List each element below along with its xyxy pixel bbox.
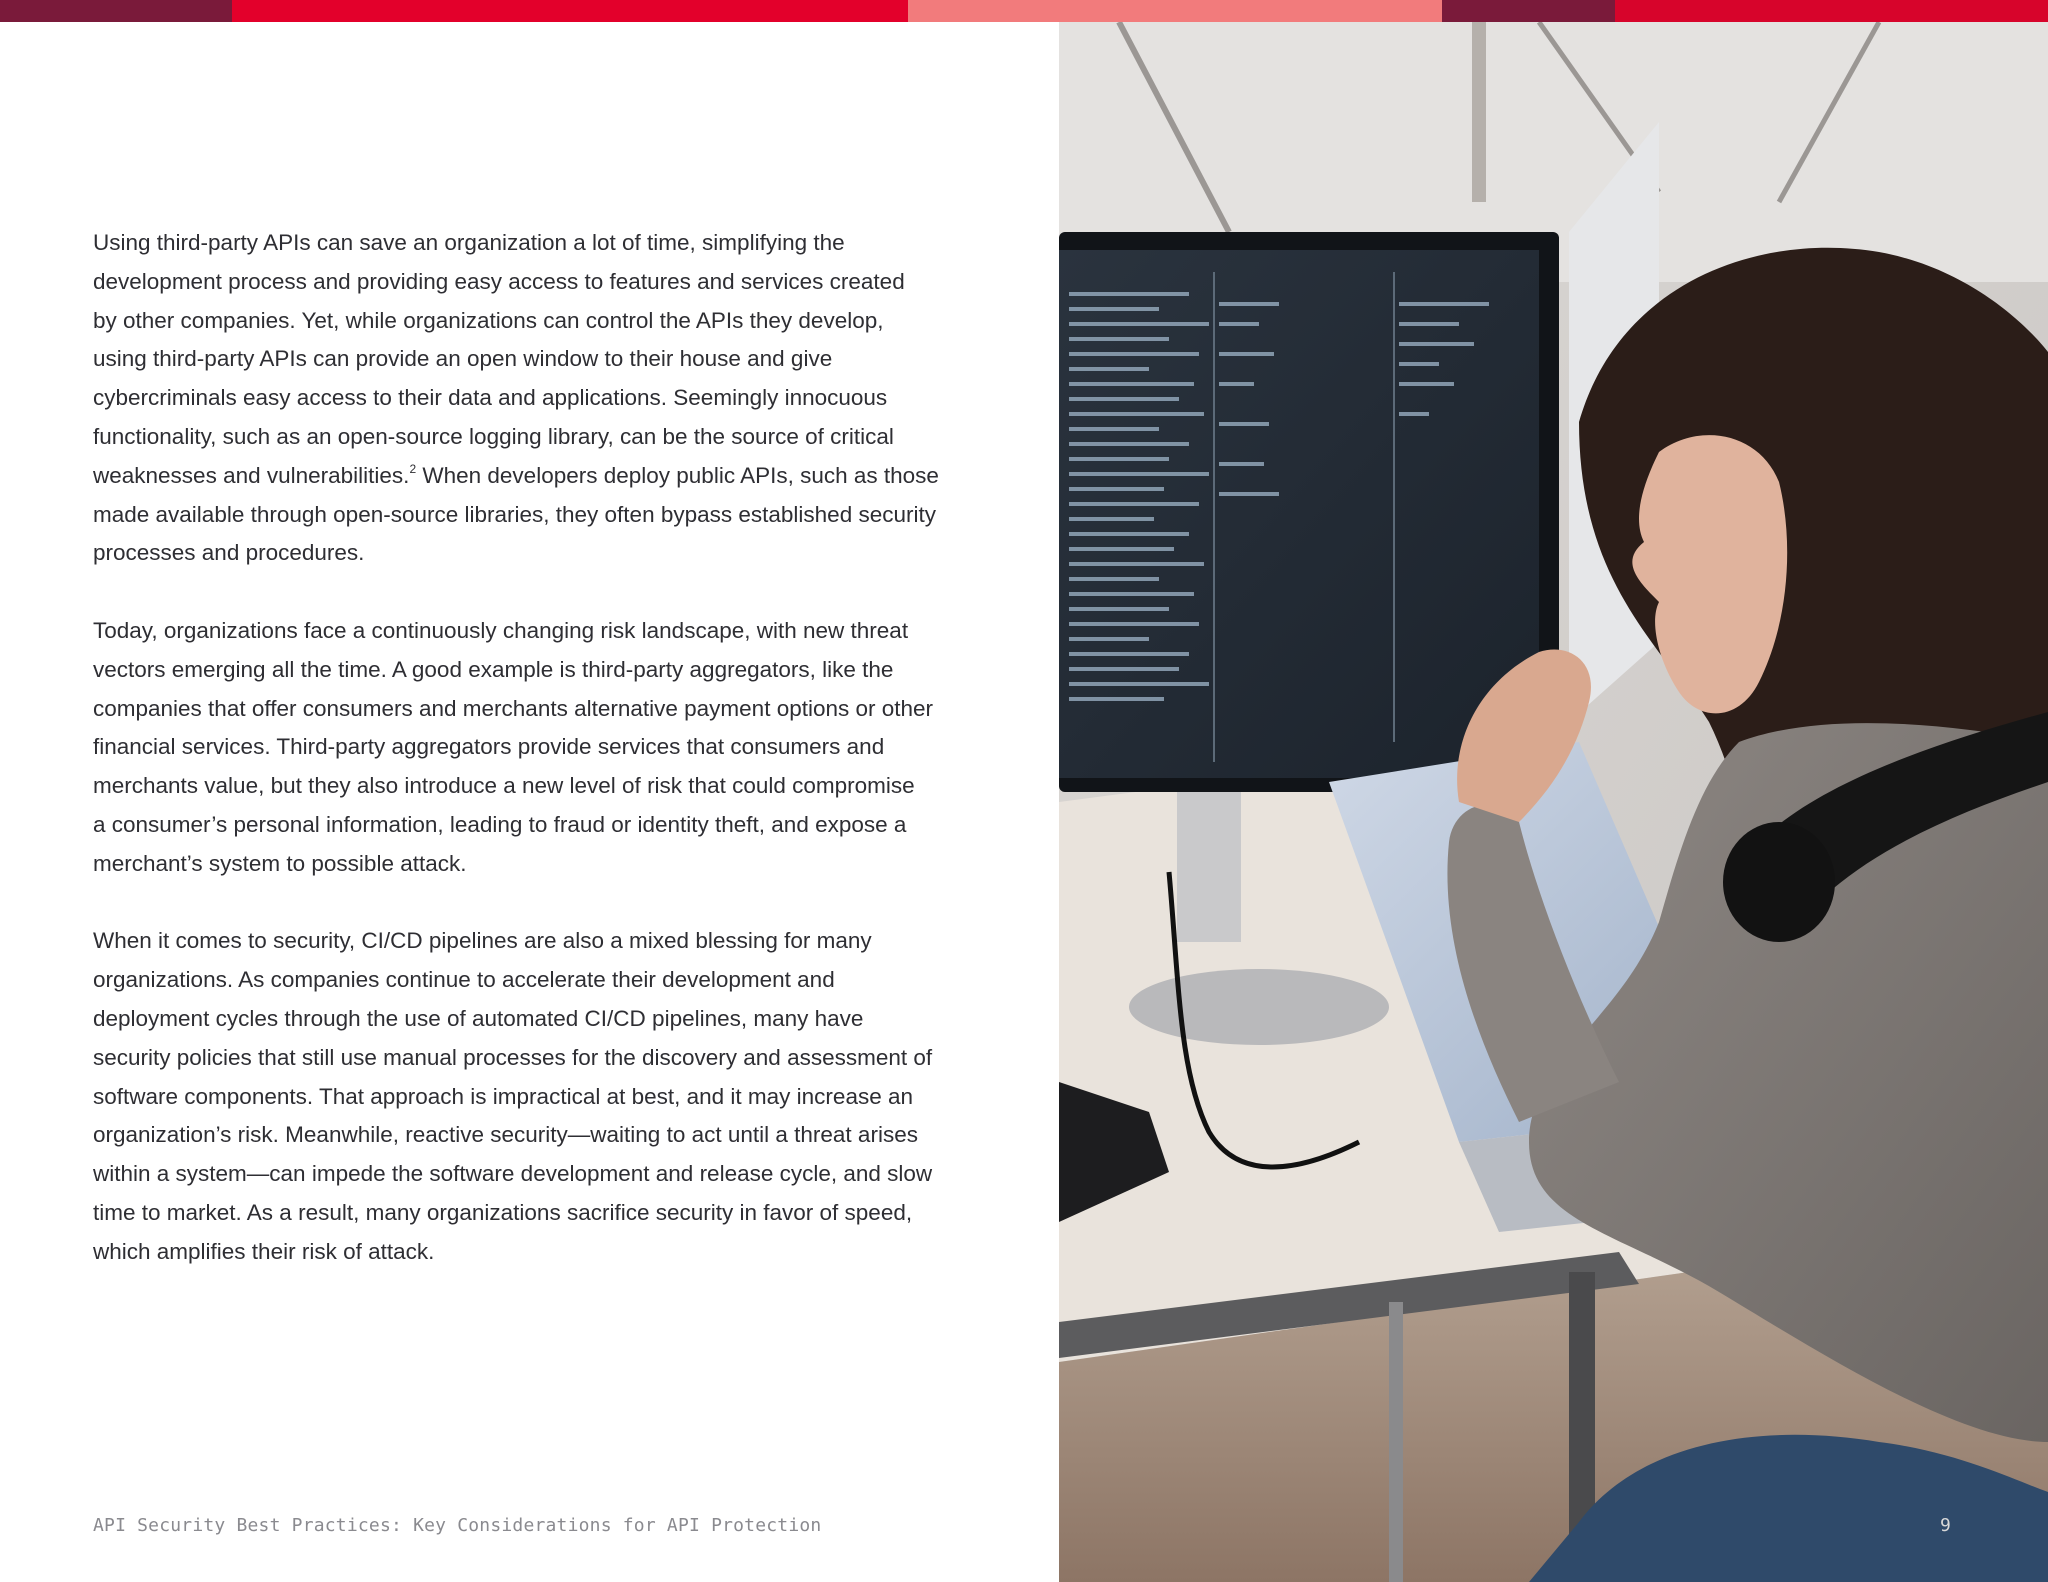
paragraph-1 <box>93 224 993 573</box>
paragraph-gap <box>93 573 993 612</box>
text-line: within a system—can impede the software development and release cycle, and slow <box>93 1161 933 1187</box>
text-line: organizations. As companies continue to accelerate their development and <box>93 967 835 993</box>
text-line: When it comes to security, CI/CD pipelines are also a mixed blessing for many <box>93 928 872 954</box>
text-line: a consumer’s personal information, leading to fraud or identity theft, and expose a <box>93 811 907 837</box>
text-line: made available through open-source libraries, they often bypass established security <box>93 501 936 527</box>
text-line: companies that offer consumers and merchants alternative payment options or other <box>93 695 934 721</box>
paragraph-gap <box>93 884 993 923</box>
bar-segment-1 <box>0 0 232 22</box>
text-line: by other companies. Yet, while organizations can control the APIs they develop, <box>93 307 884 333</box>
text-line <box>93 457 993 496</box>
body-text <box>93 224 993 1272</box>
footnote-reference[interactable]: 2 <box>409 461 417 476</box>
top-color-bar <box>0 0 2048 22</box>
text-line: software components. That approach is impractical at best, and it may increase an <box>93 1083 913 1109</box>
text-line: processes and procedures. <box>93 540 365 566</box>
text-line: functionality, such as an open-source logging library, can be the source of critical <box>93 423 894 449</box>
text-line: which amplifies their risk of attack. <box>93 1238 435 1264</box>
bar-segment-4 <box>1442 0 1615 22</box>
text-line: cybercriminals easy access to their data and applications. Seemingly innocuous <box>93 385 888 411</box>
text-line: development process and providing easy access to features and services created <box>93 268 905 294</box>
bar-segment-2 <box>232 0 908 22</box>
text-line: merchants value, but they also introduce a new level of risk that could compromise <box>93 773 915 799</box>
text-line: financial services. Third-party aggregators provide services that consumers and <box>93 734 885 760</box>
text-line: Using third-party APIs can save an organization a lot of time, simplifying the <box>93 230 845 255</box>
photo-illustration <box>1059 22 2048 1582</box>
text-fragment: When developers deploy public APIs, such as those <box>416 462 939 488</box>
paragraph-2 <box>93 612 993 884</box>
text-line: Today, organizations face a continuously changing risk landscape, with new threat <box>93 617 909 643</box>
bar-segment-5 <box>1615 0 2048 22</box>
text-line: security policies that still use manual processes for the discovery and assessment of <box>93 1044 933 1070</box>
text-line: deployment cycles through the use of automated CI/CD pipelines, many have <box>93 1005 864 1031</box>
text-line: using third-party APIs can provide an open window to their house and give <box>93 346 833 372</box>
page-number: 9 <box>1940 1515 1951 1536</box>
paragraph-3 <box>93 922 993 1271</box>
hero-photo <box>1059 22 2048 1582</box>
bar-segment-3 <box>908 0 1442 22</box>
text-line: merchant’s system to possible attack. <box>93 850 467 876</box>
text-line: organization’s risk. Meanwhile, reactive security—waiting to act until a threat arises <box>93 1122 918 1148</box>
text-line: time to market. As a result, many organizations sacrifice security in favor of speed, <box>93 1199 913 1225</box>
text-line: vectors emerging all the time. A good example is third-party aggregators, like the <box>93 656 894 682</box>
footer-document-title: API Security Best Practices: Key Considerations for API Protection <box>93 1515 822 1536</box>
text-fragment: weaknesses and vulnerabilities. <box>93 462 410 488</box>
